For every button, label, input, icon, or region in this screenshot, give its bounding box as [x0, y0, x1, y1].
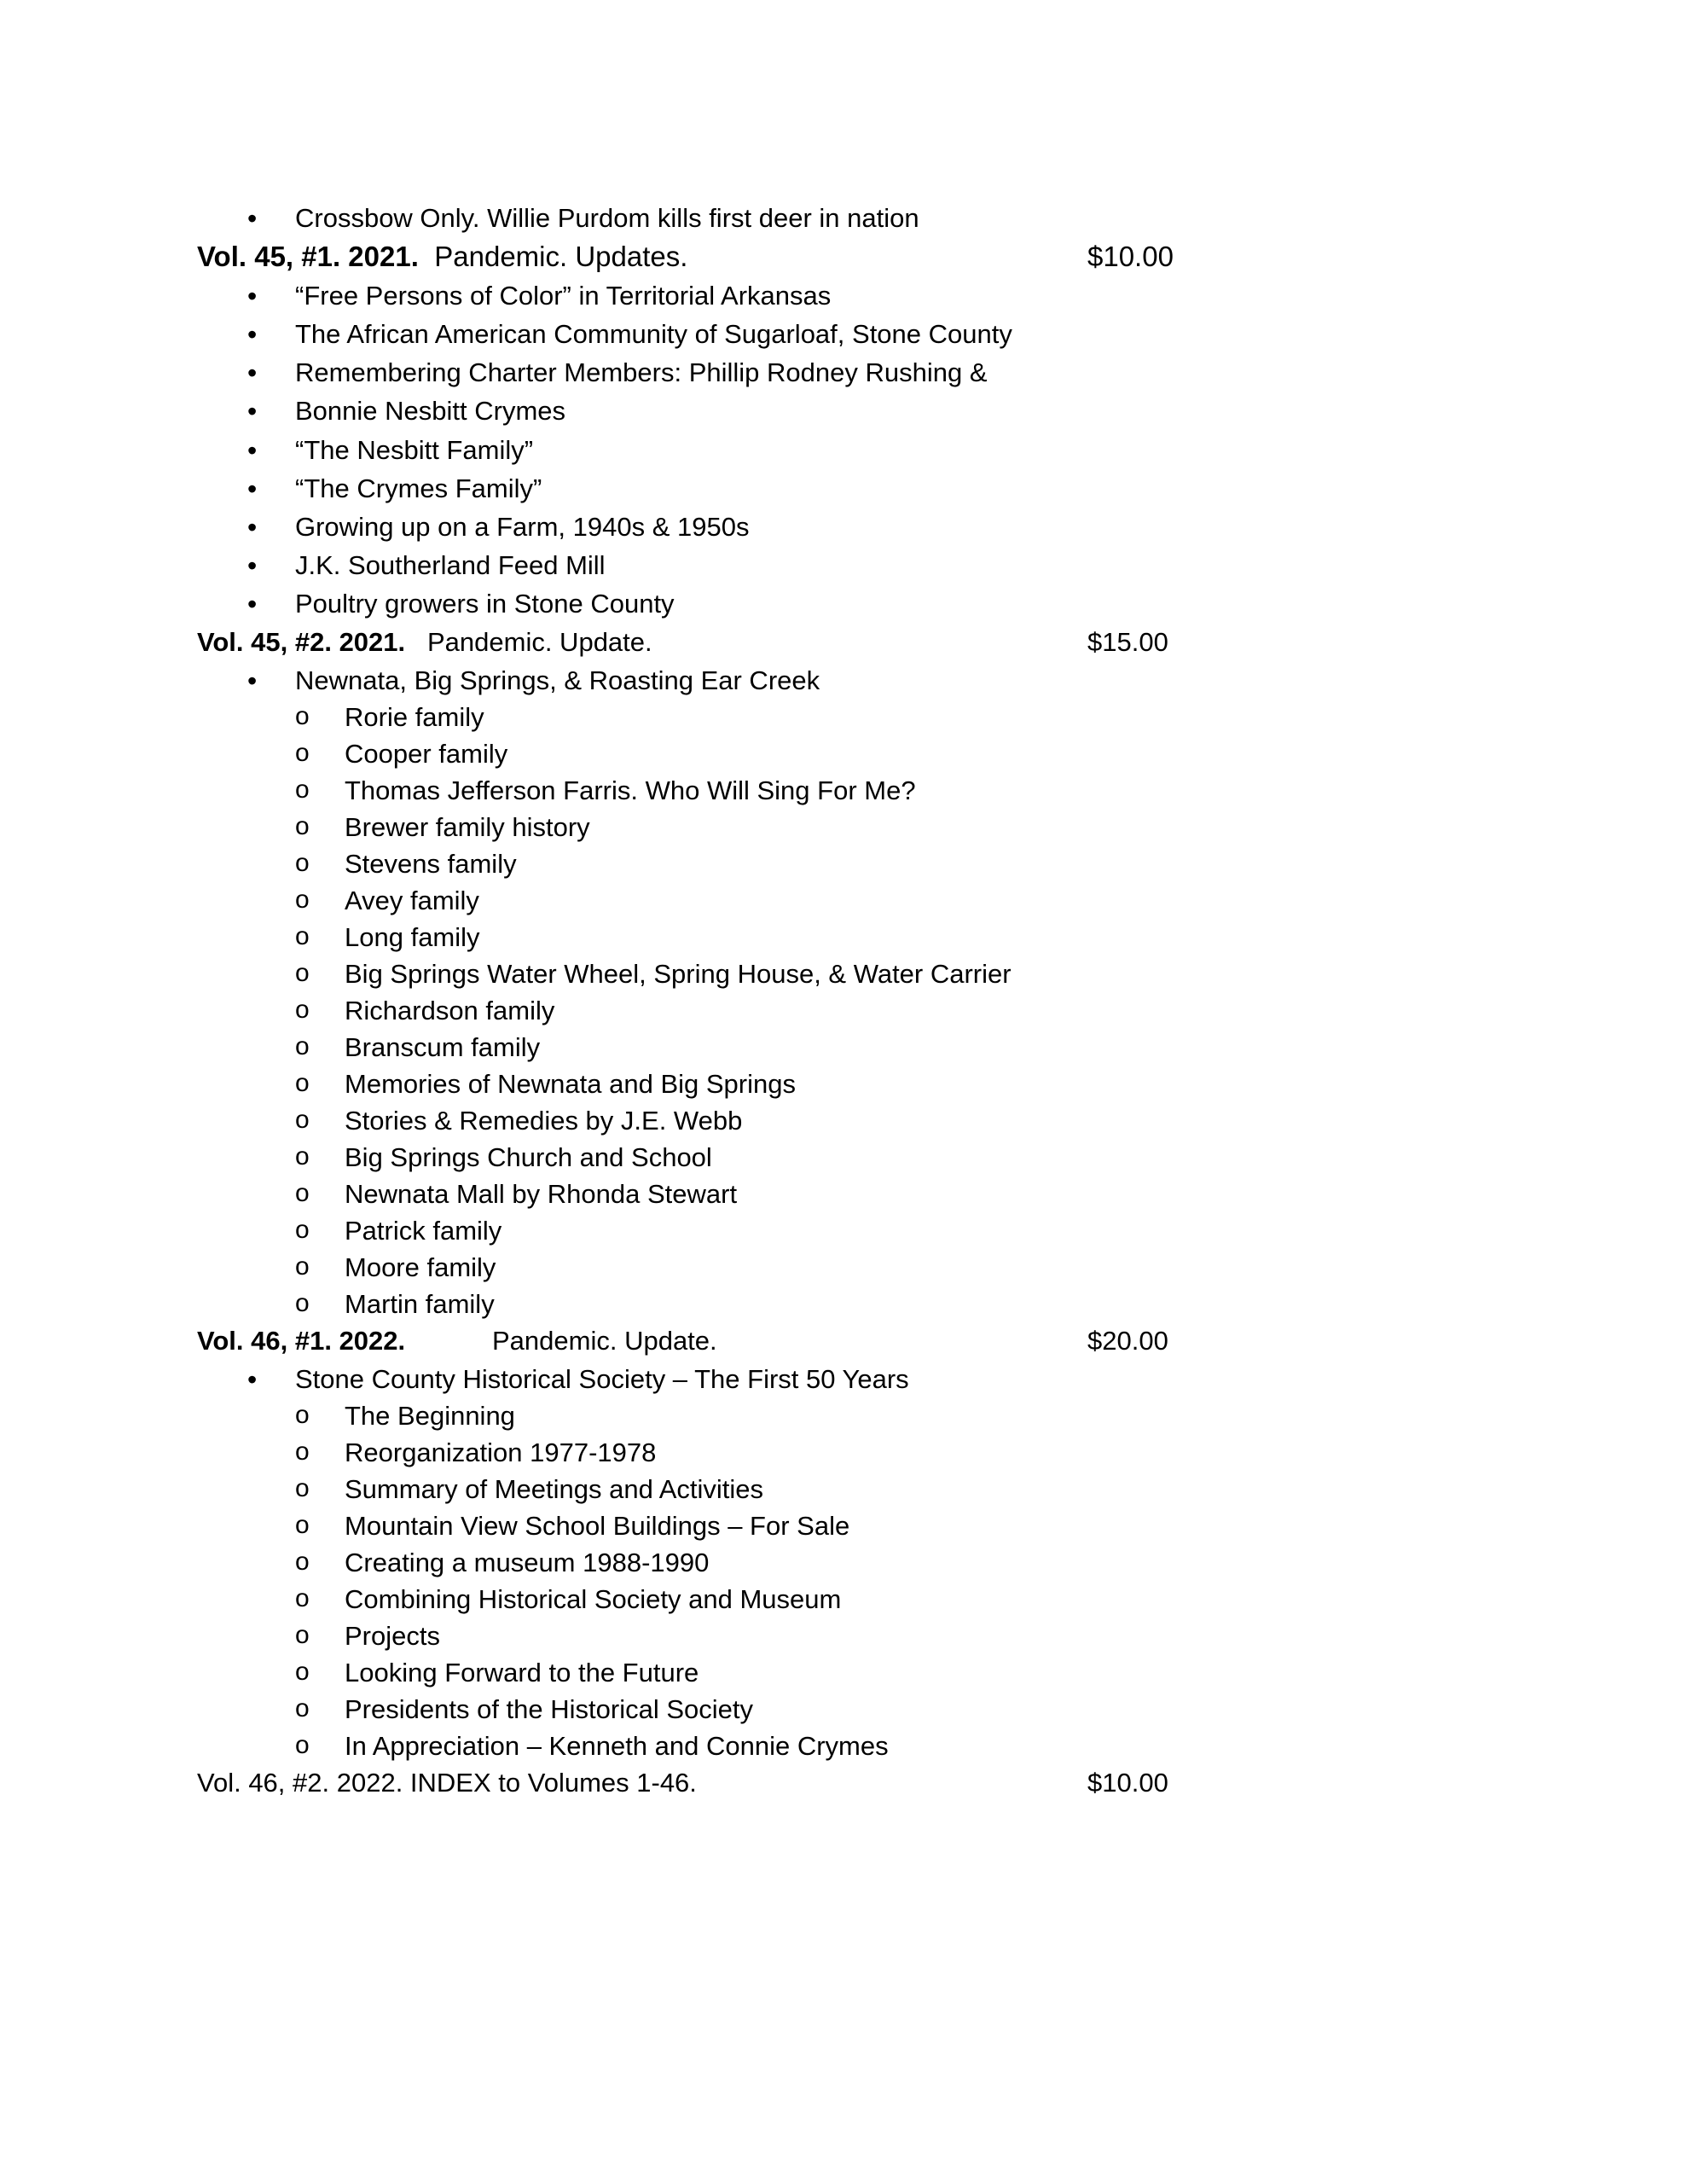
volume-label: Vol. 45, #2. 2021.: [197, 627, 406, 657]
volume-description: Pandemic. Updates.: [434, 241, 688, 272]
sub-list-item-text: Stories & Remedies by J.E. Webb: [345, 1106, 743, 1136]
list-item-text: Growing up on a Farm, 1940s & 1950s: [295, 512, 750, 542]
bullet-icon: •: [247, 396, 258, 427]
volume-label: Vol. 45, #1. 2021.: [197, 241, 419, 272]
list-item-text: “The Crymes Family”: [295, 473, 542, 503]
sub-list-item-text: Big Springs Water Wheel, Spring House, & Water Carrier: [345, 959, 1012, 989]
circle-bullet-icon: o: [295, 1511, 310, 1539]
volume-description: Pandemic. Update.: [426, 627, 652, 657]
circle-bullet-icon: o: [295, 1252, 310, 1281]
volume-label: Vol. 46, #1. 2022.: [197, 1326, 406, 1356]
sub-list-item-text: Cooper family: [345, 739, 508, 769]
sub-list-item-text: The Beginning: [345, 1401, 515, 1431]
bullet-icon: •: [247, 319, 258, 350]
sub-list-item-text: In Appreciation – Kenneth and Connie Crymes: [345, 1731, 889, 1761]
list-item-text: Poultry growers in Stone County: [295, 589, 675, 619]
list-item-text: “Free Persons of Color” in Territorial Arkansas: [295, 281, 832, 311]
sub-list-item-text: Big Springs Church and School: [345, 1142, 712, 1172]
circle-bullet-icon: o: [295, 1142, 310, 1170]
list-item-text: Newnata, Big Springs, & Roasting Ear Creek: [295, 665, 820, 695]
bullet-icon: •: [247, 203, 258, 234]
sub-list-item-text: Moore family: [345, 1252, 496, 1282]
circle-bullet-icon: o: [295, 775, 310, 804]
circle-bullet-icon: o: [295, 1032, 310, 1060]
sub-list-item-text: Creating a museum 1988-1990: [345, 1548, 710, 1577]
bullet-icon: •: [247, 589, 258, 619]
volume-price: $10.00: [1087, 1768, 1168, 1798]
circle-bullet-icon: o: [295, 849, 310, 877]
sub-list-item-text: Thomas Jefferson Farris. Who Will Sing For Me?: [345, 775, 916, 805]
bullet-icon: •: [247, 473, 258, 504]
bullet-icon: •: [247, 281, 258, 311]
circle-bullet-icon: o: [295, 1548, 310, 1576]
volume-price: $10.00: [1087, 241, 1174, 272]
circle-bullet-icon: o: [295, 959, 310, 987]
circle-bullet-icon: o: [295, 1401, 310, 1429]
circle-bullet-icon: o: [295, 702, 310, 730]
sub-list-item-text: Mountain View School Buildings – For Sale: [345, 1511, 850, 1541]
bullet-icon: •: [247, 512, 258, 543]
circle-bullet-icon: o: [295, 1621, 310, 1649]
circle-bullet-icon: o: [295, 739, 310, 767]
circle-bullet-icon: o: [295, 1216, 310, 1244]
bullet-icon: •: [247, 665, 258, 696]
list-item-text: Crossbow Only. Willie Purdom kills first deer in nation: [295, 203, 919, 233]
sub-list-item-text: Long family: [345, 922, 480, 952]
bullet-icon: •: [247, 435, 258, 466]
sub-list-item-text: Presidents of the Historical Society: [345, 1694, 753, 1724]
list-item-text: Stone County Historical Society – The First 50 Years: [295, 1364, 909, 1394]
volume-label: Vol. 46, #2. 2022. INDEX to Volumes 1-46.: [197, 1768, 697, 1798]
circle-bullet-icon: o: [295, 1658, 310, 1686]
sub-list-item-text: Newnata Mall by Rhonda Stewart: [345, 1179, 738, 1209]
sub-list-item-text: Projects: [345, 1621, 440, 1651]
circle-bullet-icon: o: [295, 1584, 310, 1612]
sub-list-item-text: Rorie family: [345, 702, 484, 732]
circle-bullet-icon: o: [295, 922, 310, 950]
circle-bullet-icon: o: [295, 1106, 310, 1134]
sub-list-item-text: Branscum family: [345, 1032, 541, 1062]
sub-list-item-text: Memories of Newnata and Big Springs: [345, 1069, 796, 1099]
circle-bullet-icon: o: [295, 996, 310, 1024]
circle-bullet-icon: o: [295, 1731, 310, 1759]
circle-bullet-icon: o: [295, 1069, 310, 1097]
sub-list-item-text: Martin family: [345, 1289, 495, 1319]
list-item-text: “The Nesbitt Family”: [295, 435, 534, 465]
volume-description: Pandemic. Update.: [492, 1326, 717, 1356]
circle-bullet-icon: o: [295, 1289, 310, 1317]
sub-list-item-text: Summary of Meetings and Activities: [345, 1474, 764, 1504]
sub-list-item-text: Avey family: [345, 886, 479, 915]
bullet-icon: •: [247, 357, 258, 388]
list-item-text: The African American Community of Sugarloaf, Stone County: [295, 319, 1012, 349]
circle-bullet-icon: o: [295, 886, 310, 914]
circle-bullet-icon: o: [295, 1179, 310, 1207]
sub-list-item-text: Reorganization 1977-1978: [345, 1438, 657, 1467]
volume-price: $20.00: [1087, 1326, 1168, 1356]
sub-list-item-text: Patrick family: [345, 1216, 502, 1246]
sub-list-item-text: Richardson family: [345, 996, 555, 1025]
sub-list-item-text: Brewer family history: [345, 812, 590, 842]
sub-list-item-text: Looking Forward to the Future: [345, 1658, 699, 1687]
circle-bullet-icon: o: [295, 1694, 310, 1722]
volume-price: $15.00: [1087, 627, 1168, 657]
bullet-icon: •: [247, 1364, 258, 1395]
list-item-text: J.K. Southerland Feed Mill: [295, 550, 606, 580]
bullet-icon: •: [247, 550, 258, 581]
list-item-text: Remembering Charter Members: Phillip Rodney Rushing &: [295, 357, 988, 387]
circle-bullet-icon: o: [295, 1474, 310, 1502]
list-item-text: Bonnie Nesbitt Crymes: [295, 396, 566, 426]
circle-bullet-icon: o: [295, 812, 310, 840]
circle-bullet-icon: o: [295, 1438, 310, 1466]
sub-list-item-text: Combining Historical Society and Museum: [345, 1584, 842, 1614]
sub-list-item-text: Stevens family: [345, 849, 517, 879]
